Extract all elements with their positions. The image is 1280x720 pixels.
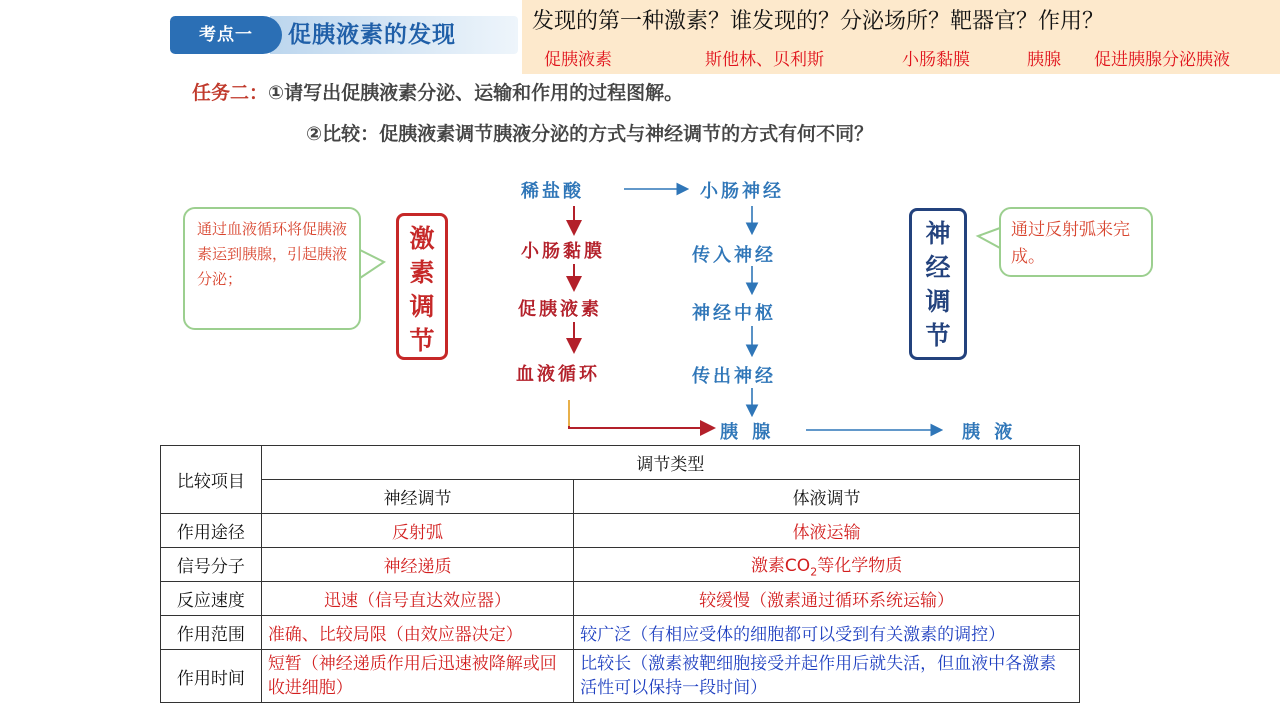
right-bubble-tail <box>978 228 1000 248</box>
cell-humoral: 比较长（激素被靶细胞接受并起作用后就失活，但血液中各激素活性可以保持一段时间） <box>574 650 1080 703</box>
node-secretin: 促胰液素 <box>518 299 602 320</box>
task-one-text: ①请写出促胰液素分泌、运输和作用的过程图解。 <box>268 82 684 104</box>
node-blood-circulation: 血液循环 <box>516 364 600 385</box>
cell-humoral: 较缓慢（激素通过循环系统运输） <box>574 582 1080 616</box>
node-afferent-nerve: 传入神经 <box>692 245 776 266</box>
label-char: 素 <box>409 258 435 287</box>
task-two-text: ②比较：促胰液素调节胰液分泌的方式与神经调节的方式有何不同？ <box>306 123 874 145</box>
row-label: 作用时间 <box>161 650 262 703</box>
task-one <box>192 78 683 105</box>
table-header-row <box>161 446 1080 480</box>
label-char: 神 <box>925 219 951 248</box>
cell-humoral-post: 等化学物质 <box>817 555 903 576</box>
node-intestinal-mucosa: 小肠黏膜 <box>521 241 605 262</box>
question-text: 发现的第一种激素？谁发现的？分泌场所？靶器官？作用？ <box>532 9 1105 34</box>
cell-neural: 神经递质 <box>261 548 573 582</box>
label-char: 经 <box>925 253 951 282</box>
label-char: 调 <box>925 287 951 316</box>
cell-humoral: 体液运输 <box>574 514 1080 548</box>
cell-neural: 准确、比较局限（由效应器决定） <box>261 616 573 650</box>
answer-discoverers: 斯他林、贝利斯 <box>705 50 824 70</box>
table-row <box>161 616 1080 650</box>
table-row <box>161 582 1080 616</box>
question-box <box>522 0 1280 74</box>
label-char: 节 <box>409 326 435 355</box>
header-neural: 神经调节 <box>261 480 573 514</box>
label-char: 调 <box>409 292 435 321</box>
left-bubble-tail <box>360 250 384 278</box>
label-char: 激 <box>409 224 435 253</box>
arrow-blood-to-pancreas <box>569 400 712 428</box>
comparison-table <box>160 445 1080 703</box>
badge-label: 考点一 <box>170 16 282 54</box>
section-title: 促胰液素的发现 <box>288 22 456 48</box>
cell-neural: 反射弧 <box>261 514 573 548</box>
label-char: 节 <box>925 321 951 350</box>
cell-neural: 迅速（信号直达效应器） <box>261 582 573 616</box>
row-label: 信号分子 <box>161 548 262 582</box>
right-explanation-bubble: 通过反射弧来完成。 <box>999 207 1153 277</box>
node-pancreatic-juice: 胰 液 <box>962 422 1017 443</box>
answer-hormone: 促胰液素 <box>544 50 612 70</box>
node-nerve-center: 神经中枢 <box>692 303 776 324</box>
row-label: 反应速度 <box>161 582 262 616</box>
cell-neural: 短暂（神经递质作用后迅速被降解或回收进细胞） <box>261 650 573 703</box>
answer-function: 促进胰腺分泌胰液 <box>1094 50 1230 70</box>
neural-regulation-label <box>909 208 967 360</box>
header-regulation-type: 调节类型 <box>261 446 1079 480</box>
row-label: 作用途径 <box>161 514 262 548</box>
table-subheader-row <box>161 480 1080 514</box>
table-row <box>161 548 1080 582</box>
cell-humoral: 较广泛（有相应受体的细胞都可以受到有关激素的调控） <box>574 616 1080 650</box>
hormone-regulation-label <box>396 213 448 360</box>
node-pancreas: 胰 腺 <box>720 422 775 443</box>
answer-secretion-site: 小肠黏膜 <box>902 50 970 70</box>
node-efferent-nerve: 传出神经 <box>692 366 776 387</box>
answer-target-organ: 胰腺 <box>1027 50 1061 70</box>
task-label: 任务二： <box>192 82 269 104</box>
table-row <box>161 650 1080 703</box>
section-badge <box>170 12 518 58</box>
node-intestinal-nerve: 小肠神经 <box>700 181 784 202</box>
table-row <box>161 514 1080 548</box>
header-compare-item: 比较项目 <box>161 446 262 514</box>
cell-humoral-pre: 激素CO <box>750 555 811 576</box>
cell-humoral-sub: 2 <box>810 565 818 579</box>
node-dilute-hcl: 稀盐酸 <box>521 181 584 202</box>
header-humoral: 体液调节 <box>574 480 1080 514</box>
left-explanation-bubble: 通过血液循环将促胰液素运到胰腺，引起胰液分泌； <box>183 207 361 330</box>
row-label: 作用范围 <box>161 616 262 650</box>
cell-humoral <box>574 548 1080 582</box>
